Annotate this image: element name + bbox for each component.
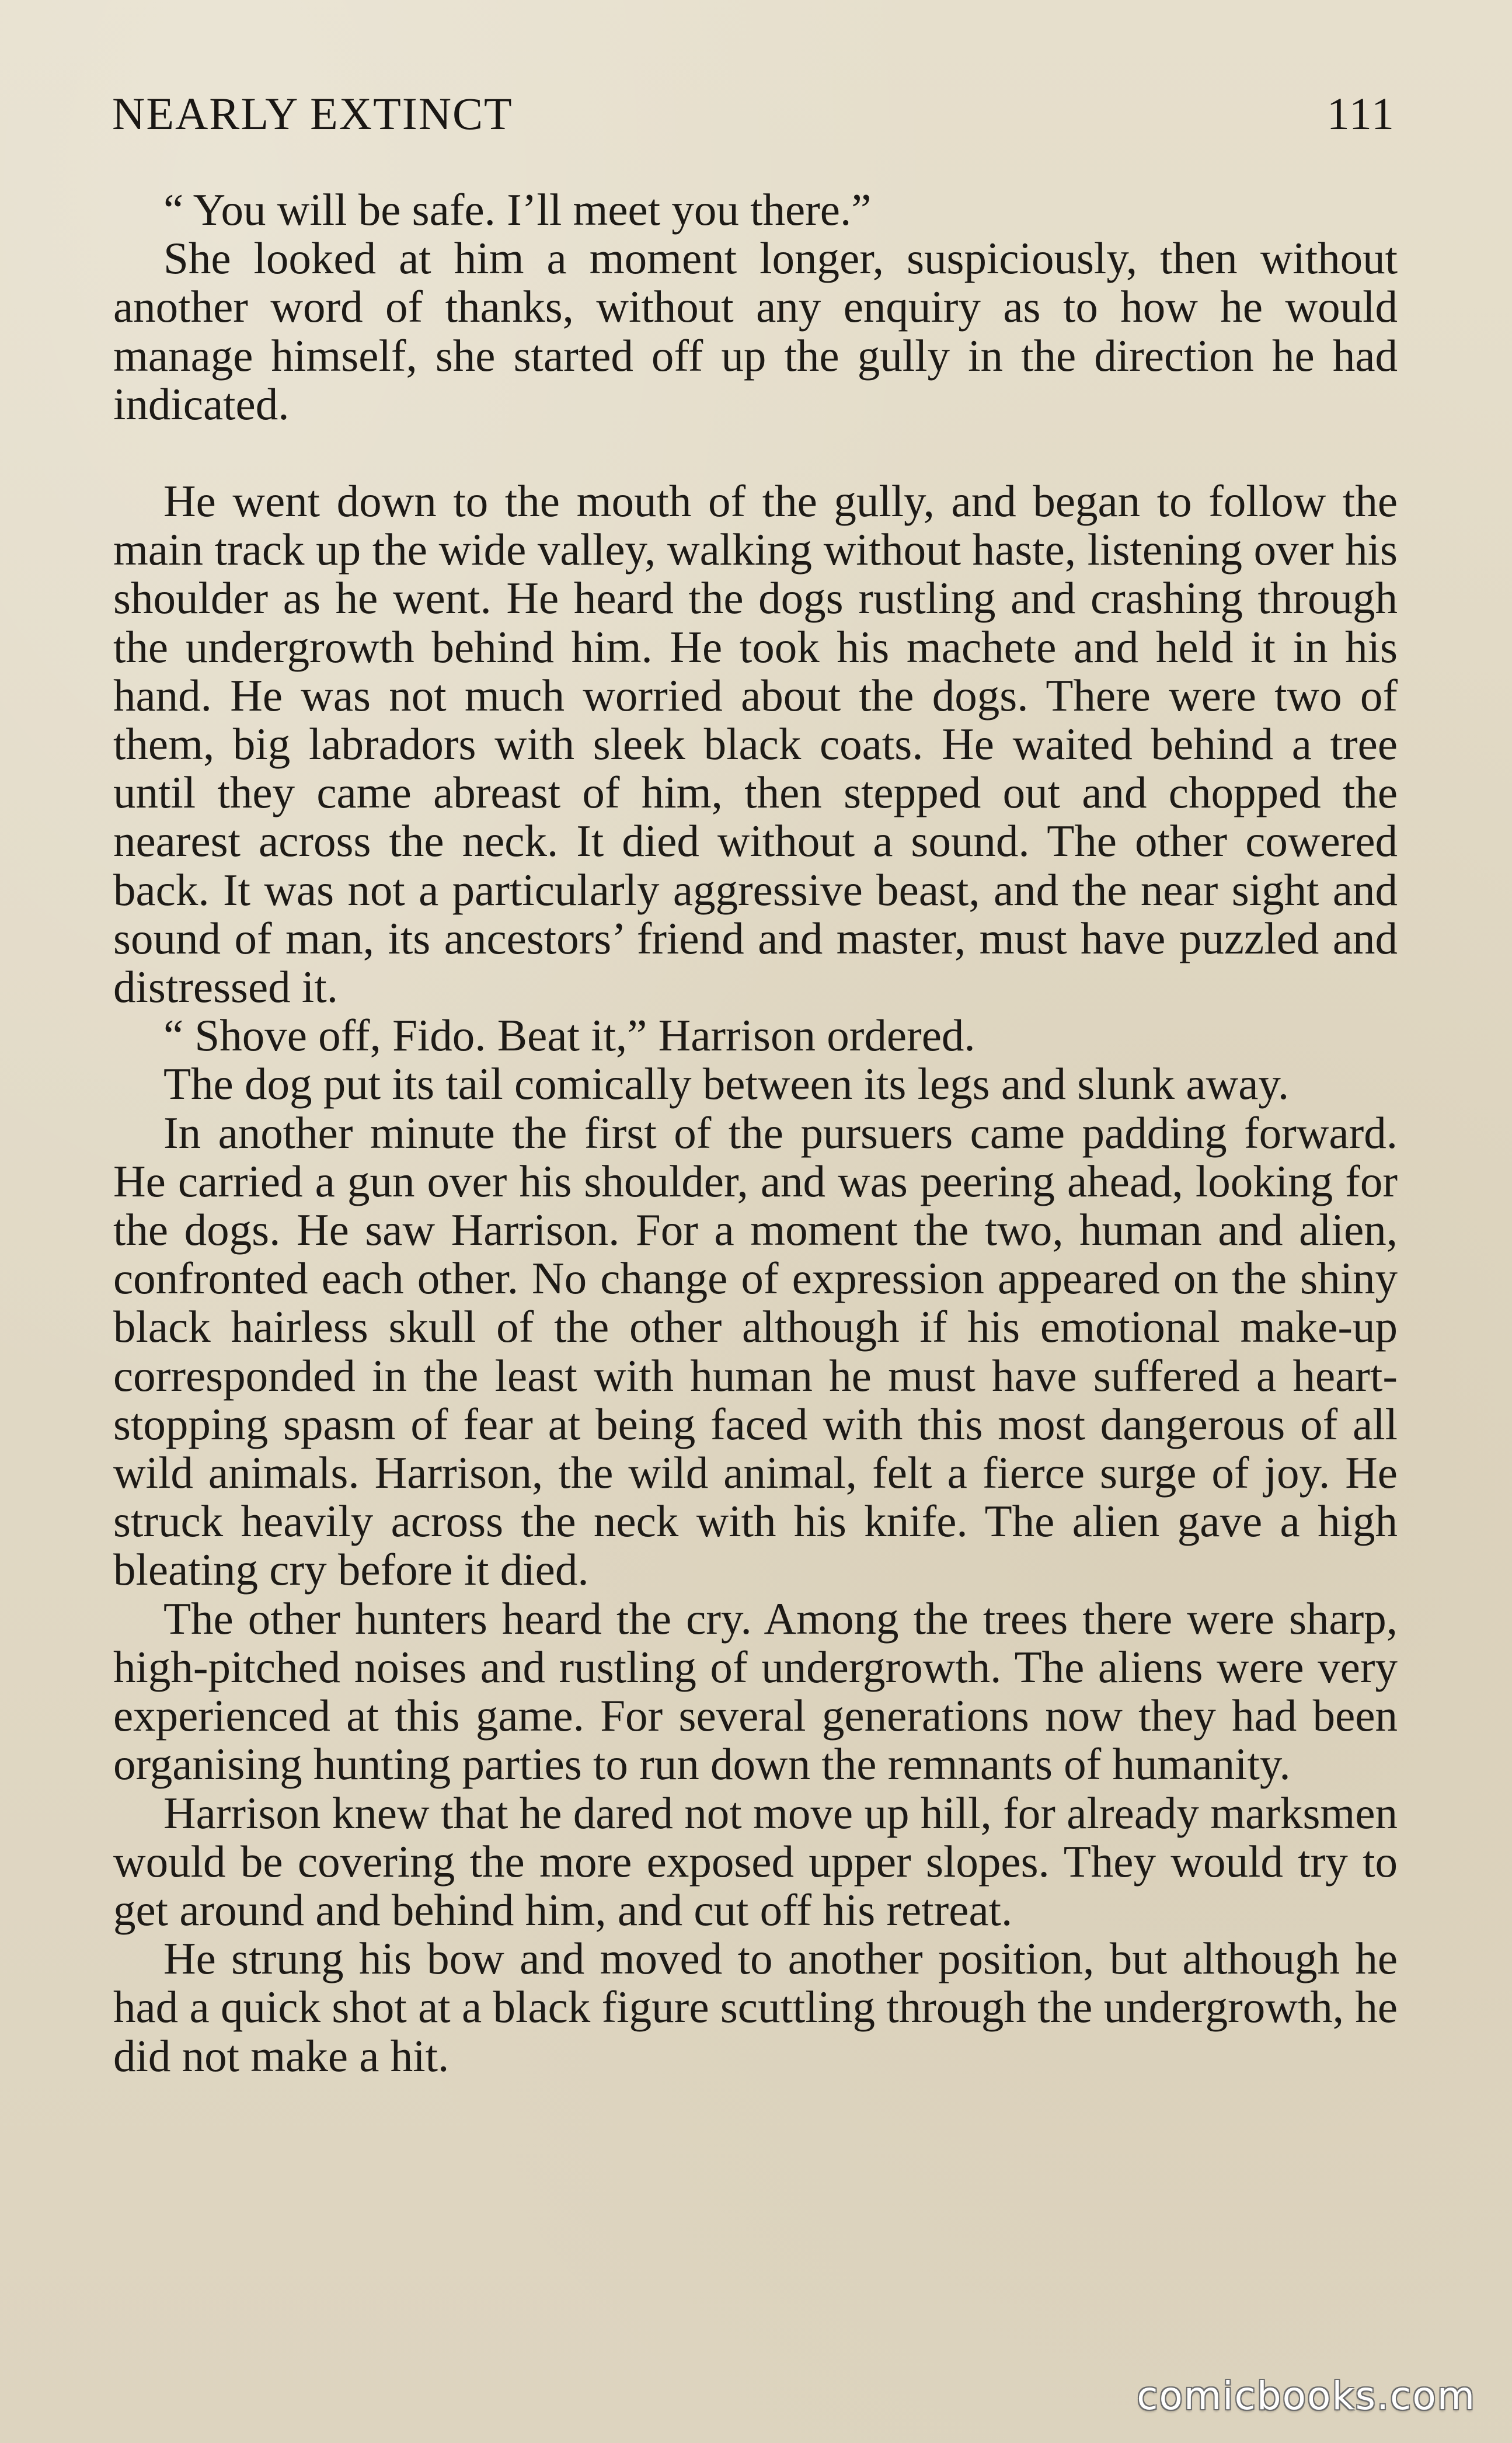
paragraph-3: He went down to the mouth of the gully, and began to follow the main track up the wide valley, walking without haste, listening over his shoulder as he went. He heard the dogs rustling and crashing through the undergrowth behind him. He took his machete and held it in his hand. He was not much worried about the dogs. There were two of them, big labradors with sleek black coats. He waited behind a tree until they came abreast of him, then stepped out and chopped the nearest across the neck. It died without a sound. The other cowered back. It was not a particularly aggressive beast, and the near sight and sound of man, its ancestors’ friend and master, must have puzzled and distressed it. <box>113 476 1398 1012</box>
paragraph-2: She looked at him a moment longer, suspiciously, then without another word of thanks, without any enquiry as to how he would manage himself, she started off up the gully in the direction he had indicated. <box>113 233 1398 429</box>
chapter-title: NEARLY EXTINCT <box>112 88 513 139</box>
running-head <box>112 82 1395 146</box>
watermark: comicbooks.com <box>1137 2374 1476 2418</box>
body-text <box>113 186 1398 2080</box>
paragraph-6: In another minute the first of the pursuers came padding forward. He carried a gun over his shoulder, and was peering ahead, looking for the dogs. He saw Harrison. For a moment the two, human and alien, confronted each other. No change of expression appeared on the shiny black hairless skull of the other although if his emotional make-up corresponded in the least with human he must have suffered a heart-stopping spasm of fear at being faced with this most dangerous of all wild animals. Harrison, the wild animal, felt a fierce surge of joy. He struck heavily across the neck with his knife. The alien gave a high bleating cry before it died. <box>113 1107 1398 1595</box>
paragraph-7: The other hunters heard the cry. Among the trees there were sharp, high-pitched noises and rustling of undergrowth. The aliens were very experienced at this game. For several generations now they had been organising hunting parties to run down the remnants of humanity. <box>113 1593 1398 1790</box>
paragraph-5: The dog put its tail comically between its legs and slunk away. <box>163 1059 1290 1109</box>
paragraph-1: “ You will be safe. I’ll meet you there.” <box>163 185 872 235</box>
page-number: 111 <box>1326 88 1395 139</box>
paragraph-8: Harrison knew that he dared not move up hill, for already marksmen would be covering the more exposed upper slopes. They would try to get around and behind him, and cut off his retreat. <box>113 1787 1398 1935</box>
paragraph-4: “ Shove off, Fido. Beat it,” Harrison ordered. <box>163 1010 976 1061</box>
paragraph-9: He strung his bow and moved to another position, but although he had a quick shot at a black figure scuttling through the undergrowth, he did not make a hit. <box>113 1933 1398 2081</box>
